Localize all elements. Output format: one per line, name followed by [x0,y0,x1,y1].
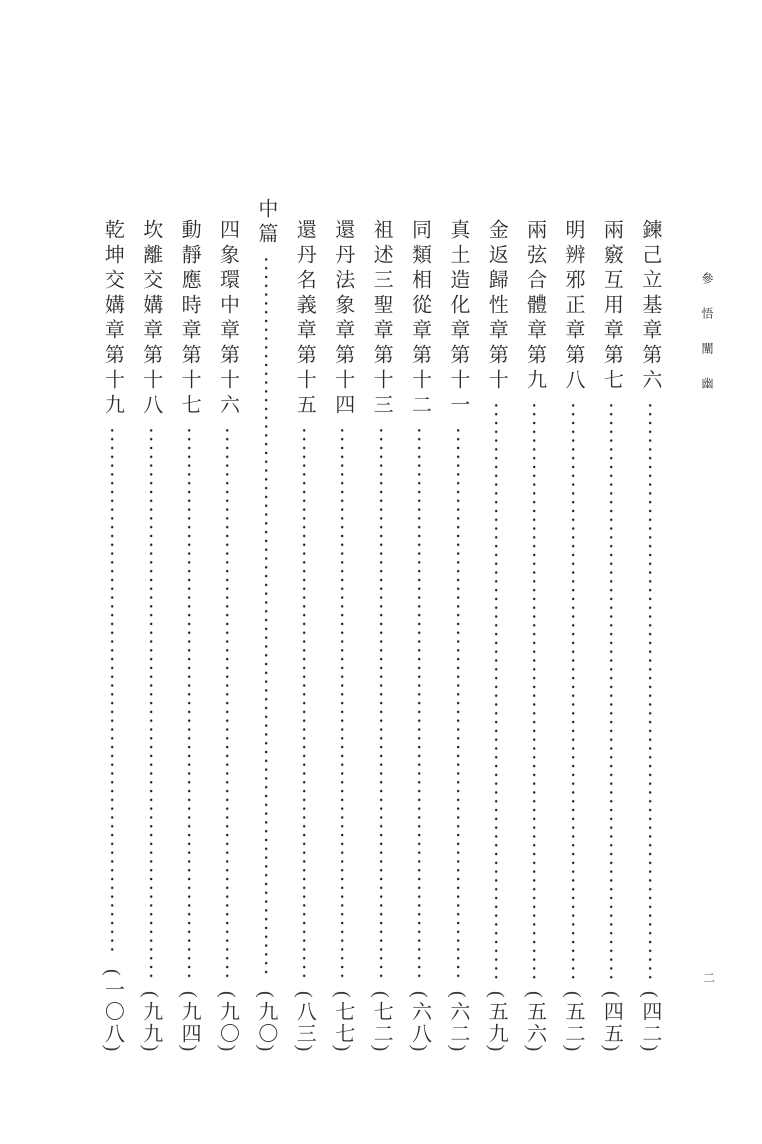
toc-entry-page-number [601,991,621,1056]
toc-entry [93,198,131,1056]
dotted-leader [515,401,553,979]
toc-entry [400,198,438,1056]
paren-open: ( [408,990,431,1001]
paren-open: ( [523,990,546,1001]
toc-entry [208,198,246,1056]
toc-entry-title: 中篇 [254,198,277,248]
paren-open: ( [293,990,316,1001]
dotted-leader [170,426,208,979]
toc-entry [631,198,669,1056]
dotted-leader [247,255,285,979]
toc-entry [247,198,285,1056]
toc-entry-page-number [563,991,583,1056]
toc-entry [477,198,515,1056]
paren-open: ( [638,990,661,1001]
paren-close: ) [485,1044,508,1054]
toc-entry [592,198,630,1056]
toc-entry-page-number [141,991,161,1056]
paren-close: ) [638,1044,661,1054]
paren-open: ( [139,990,162,1001]
toc-entry [285,198,323,1056]
page-number-text: 八三 [293,1000,316,1045]
toc-entry [132,198,170,1056]
dotted-leader [208,426,246,979]
paren-close: ) [293,1044,316,1054]
paren-close: ) [331,1044,354,1054]
page-number-text: 六八 [408,1000,431,1045]
paren-open: ( [485,990,508,1001]
toc-entry-title: 坎離交媾章第十八 [139,219,162,419]
folio-page-number: 二 [703,971,716,985]
paren-close: ) [562,1044,585,1054]
paren-open: ( [446,990,469,1001]
toc-entry [554,198,592,1056]
toc-entry-title: 動靜應時章第十七 [178,219,201,419]
paren-close: ) [370,1044,393,1054]
page-number-text: 九四 [178,1000,201,1045]
dotted-leader [323,426,361,979]
toc-entry [439,198,477,1056]
paren-open: ( [101,968,124,979]
toc-entry-page-number [218,991,238,1056]
page-number-text: 七七 [331,1000,354,1045]
paren-open: ( [331,990,354,1001]
toc-entry-title: 四象環中章第十六 [216,219,239,419]
dotted-leader [631,401,669,979]
toc-entry-title: 明辨邪正章第八 [562,219,585,394]
dotted-leader [362,426,400,979]
page-number-text: 四二 [638,1000,661,1045]
toc-entry-page-number [525,991,545,1056]
paren-open: ( [562,990,585,1001]
toc-entry-page-number [486,991,506,1056]
dotted-leader [400,426,438,979]
toc-entry-title: 同類相從章第十二 [408,219,431,419]
toc-entry [362,198,400,1056]
paren-close: ) [101,1044,124,1054]
toc-entry-page-number [179,991,199,1056]
dotted-leader [285,426,323,979]
toc-entry-title: 兩竅互用章第七 [600,219,623,394]
toc-entry-page-number [409,991,429,1056]
toc-columns [93,198,669,1056]
paren-close: ) [600,1044,623,1054]
paren-open: ( [600,990,623,1001]
dotted-leader [132,426,170,979]
toc-entry-title: 鍊己立基章第六 [638,219,661,394]
toc-entry-title: 兩弦合體章第九 [523,219,546,394]
page-number-text: 九〇 [254,1000,277,1045]
page-number-text: 四五 [600,1000,623,1045]
page-number-text: 五六 [523,1000,546,1045]
running-head-title: 參悟闡幽 [700,272,714,412]
page-number-text: 一〇八 [101,978,124,1045]
toc-entry-page-number [333,991,353,1056]
toc-entry-title: 還丹法象章第十四 [331,219,354,419]
toc-entry-title: 祖述三聖章第十三 [370,219,393,419]
toc-entry [515,198,553,1056]
toc-entry-page-number [294,991,314,1056]
toc-entry-title: 金返歸性章第十 [485,219,508,394]
paren-close: ) [408,1044,431,1054]
toc-entry-title: 真土造化章第十一 [446,219,469,419]
paren-open: ( [216,990,239,1001]
toc-entry-page-number [640,991,660,1056]
page-number-text: 五九 [485,1000,508,1045]
dotted-leader [93,426,131,957]
paren-close: ) [446,1044,469,1054]
paren-close: ) [178,1044,201,1054]
dotted-leader [477,401,515,979]
paren-close: ) [216,1044,239,1054]
toc-entry [323,198,361,1056]
paren-open: ( [370,990,393,1001]
paren-close: ) [254,1044,277,1054]
paren-close: ) [523,1044,546,1054]
page-number-text: 六二 [446,1000,469,1045]
dotted-leader [439,426,477,979]
toc-entry-page-number [256,991,276,1056]
page-number-text: 七二 [370,1000,393,1045]
toc-entry-title: 乾坤交媾章第十九 [101,219,124,419]
paren-open: ( [254,990,277,1001]
page-number-text: 九九 [139,1000,162,1045]
toc-entry-page-number [371,991,391,1056]
toc-entry-page-number [448,991,468,1056]
dotted-leader [592,401,630,979]
page-number-text: 五二 [562,1000,585,1045]
toc-entry-page-number [102,969,122,1056]
toc-entry [170,198,208,1056]
paren-close: ) [139,1044,162,1054]
toc-entry-title: 還丹名義章第十五 [293,219,316,419]
dotted-leader [554,401,592,979]
page-number-text: 九〇 [216,1000,239,1045]
paren-open: ( [178,990,201,1001]
